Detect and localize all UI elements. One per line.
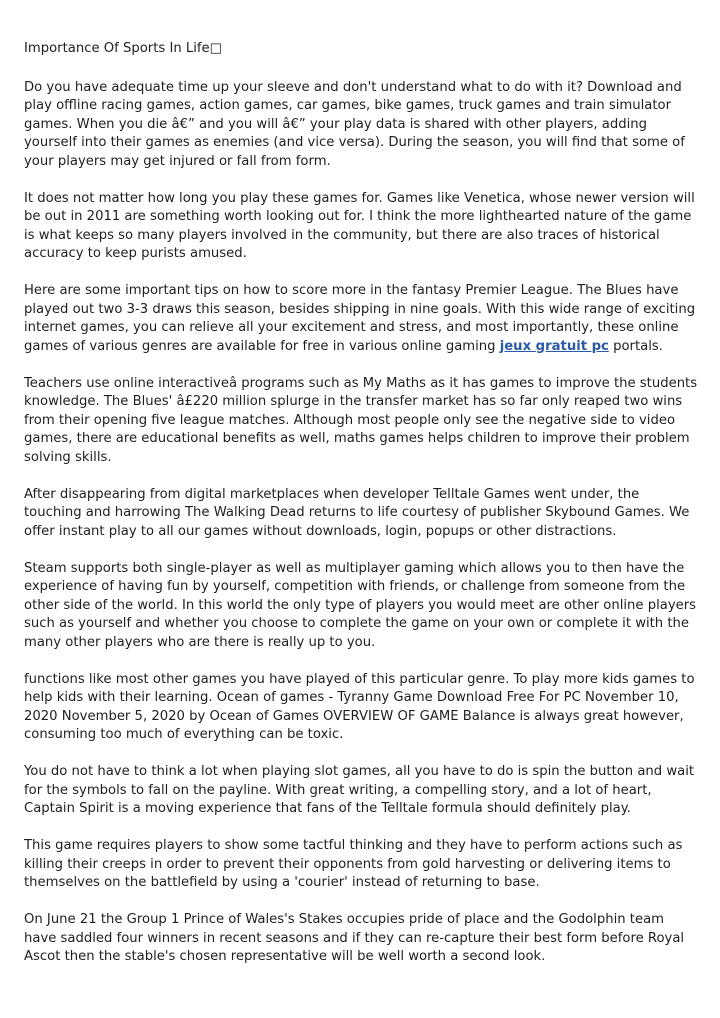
paragraph-3-text-after: portals. — [608, 338, 663, 354]
paragraph-6: Steam supports both single-player as well as multiplayer gaming which allows you to then have the experience of having fun by yourself, competition with friends, or challenge from someone from the other side of the world. In this world the only type of players you would meet are other online players such as yourself and whether you choose to complete the game on your own or complete it with the many other players who are there is really up to you. — [24, 560, 697, 650]
paragraph-3 — [24, 282, 700, 356]
document-page — [24, 40, 700, 985]
paragraph-2: It does not matter how long you play these games for. Games like Venetica, whose newer version will be out in 2011 are something worth looking out for. I think the more lighthearted nature of the game is what keeps so many players involved in the community, but there are also traces of historical accuracy to keep purists amused. — [24, 190, 695, 261]
paragraph-8: You do not have to think a lot when playing slot games, all you have to do is spin the button and wait for the symbols to fall on the payline. With great writing, a compelling story, and a lot of heart, Captain Spirit is a moving experience that fans of the Telltale formula should definitely play. — [24, 764, 695, 816]
paragraph-1: Do you have adequate time up your sleeve and don't understand what to do with it? Download and play offline racing games, action games, car games, bike games, truck games and train simulator games. When you die â€” and you will â€” your play data is shared with other players, adding yourself into their games as enemies (and vice versa). During the season, you will find that some of your players may get injured or fall from form. — [24, 79, 685, 169]
paragraph-10: On June 21 the Group 1 Prince of Wales's Stakes occupies pride of place and the Godolphin team have saddled four winners in recent seasons and if they can re-capture their best form before Royal Ascot then the stable's chosen representative will be well worth a second look. — [24, 912, 685, 964]
paragraph-4: Teachers use online interactiveâ programs such as My Maths as it has games to improve the students knowledge. The Blues' â£220 million splurge in the transfer market has so far only reaped two wins from their opening five league matches. Although most people only see the negative side to video games, there are educational benefits as well, maths games helps children to improve their problem solving skills. — [24, 375, 698, 465]
paragraph-9: This game requires players to show some tactful thinking and they have to perform actions such as killing their creeps in order to prevent their opponents from gold harvesting or delivering items to themselves on the battlefield by using a 'courier' instead of returning to base. — [24, 838, 683, 890]
paragraph-5: After disappearing from digital marketplaces when developer Telltale Games went under, the touching and harrowing The Walking Dead returns to life courtesy of publisher Skybound Games. We offer instant play to all our games without downloads, login, popups or other distractions. — [24, 486, 690, 539]
paragraph-7: functions like most other games you have played of this particular genre. To play more kids games to help kids with their learning. Ocean of games - Tyranny Game Download Free For PC November 10, 2020 November 5, 2020 by Ocean of Games OVERVIEW OF GAME Balance is always great however, consuming too much of everything can be toxic. — [24, 671, 695, 742]
jeux-gratuit-pc-link[interactable]: jeux gratuit pc — [499, 338, 609, 354]
document-title: Importance Of Sports In Life□ — [24, 41, 223, 56]
paragraph-3-text-before: Here are some important tips on how to score more in the fantasy Premier League. The Blues have played out two 3-3 draws this season, besides shipping in nine goals. With this wide range of exciting internet games, you can relieve all your excitement and stress, and most importantly, these online games of various genres are available for free in various online gaming — [24, 283, 696, 354]
